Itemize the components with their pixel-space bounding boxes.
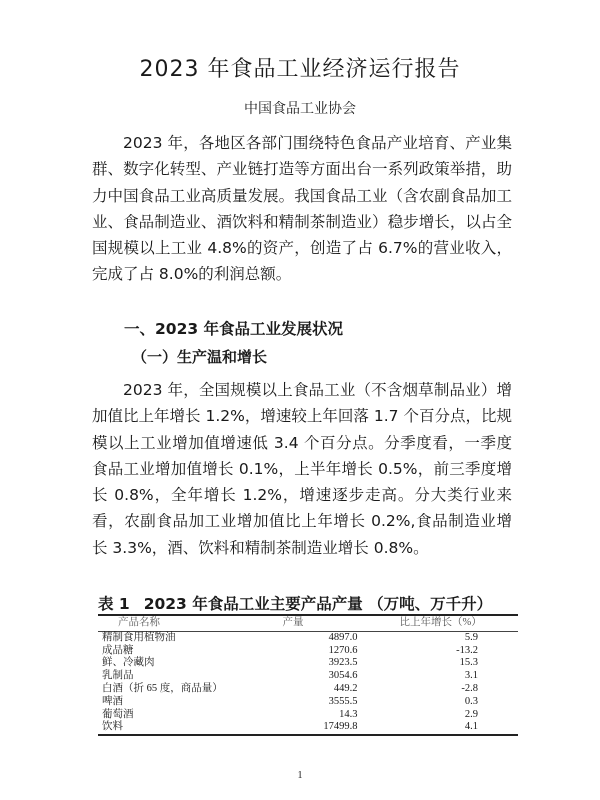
product-growth: 2.9 [464,708,478,720]
table-row [98,683,518,696]
product-growth: -13.2 [456,644,478,656]
table-row [98,657,518,670]
product-output: 17499.8 [253,721,366,735]
organization-name: 中国食品工业协会 [244,101,356,117]
intro-paragraph [92,130,512,288]
header-growth: 比上年增长（%） [365,615,518,631]
product-name: 成品糖 [102,644,134,656]
table-row [98,631,518,644]
table-row [98,696,518,709]
product-name: 白酒（折 65 度，商品量） [102,682,223,694]
section-heading: 一、2023 年食品工业发展状况 [124,320,344,338]
table-caption [98,592,518,614]
product-output-table [98,614,518,736]
product-growth: -2.8 [461,682,478,694]
header-product-name: 产品名称 [98,615,253,631]
table-caption-text: 2023 年食品工业主要产品产量 （万吨、万千升） [143,595,493,613]
product-growth: 15.3 [459,657,478,669]
product-output: 14.3 [339,708,358,720]
subsection-heading: （一）生产温和增长 [132,348,268,366]
product-growth: 0.3 [464,695,478,707]
table-row [98,709,518,722]
product-output: 449.2 [333,682,358,694]
product-name: 乳制品 [102,670,134,682]
production-paragraph-text: 2023 年，全国规模以上食品工业（不含烟草制品业）增加值比上年增长 1.2%，增速较上年回落 1.7 个百分点，比规模以上工业增加值增速低 3.4 个百分点。分季度看，一季度食品工业增加值增长 0.1%，上半年增长 0.5%，前三季度增长 0.8%，全年增长 1.2%，增速逐步走高。分大类行业来看，农副食品加工业增加值比上年增长 0.2%,食品制造业增长 3.3%，酒、饮料和精制茶制造业增长 0.8%。 [92,381,512,557]
product-growth: 3.1 [464,670,478,682]
product-output: 4897.0 [328,631,358,643]
intro-paragraph-text: 2023 年，各地区各部门围绕特色食品产业培育、产业集群、数字化转型、产业链打造等方面出台一系列政策举措，助力中国食品工业高质量发展。我国食品工业（含农副食品加工业、食品制造业、酒饮料和精制茶制造业）稳步增长，以占全国规模以上工业 4.8%的资产，创造了占 6.7%的营业收入，完成了占 8.0%的利润总额。 [92,134,512,284]
product-name: 精制食用植物油 [102,631,176,643]
production-paragraph [92,377,512,561]
table-header-row [98,615,518,631]
product-name: 葡萄酒 [102,708,134,720]
table-number: 表 1 [98,595,130,613]
product-growth: 4.1 [365,721,518,735]
page-number: 1 [297,770,303,781]
product-output: 3555.5 [328,695,358,707]
product-output: 3923.5 [328,657,358,669]
product-output: 1270.6 [328,644,358,656]
product-name: 饮料 [98,721,253,735]
product-growth: 5.9 [464,631,478,643]
product-output: 3054.6 [328,670,358,682]
report-title: 2023 年食品工业经济运行报告 [139,57,461,82]
product-name: 鲜、冷藏肉 [102,657,155,669]
table-row [98,670,518,683]
table-row [98,721,518,735]
header-output: 产量 [253,615,366,631]
product-name: 啤酒 [102,695,123,707]
table-row [98,645,518,658]
